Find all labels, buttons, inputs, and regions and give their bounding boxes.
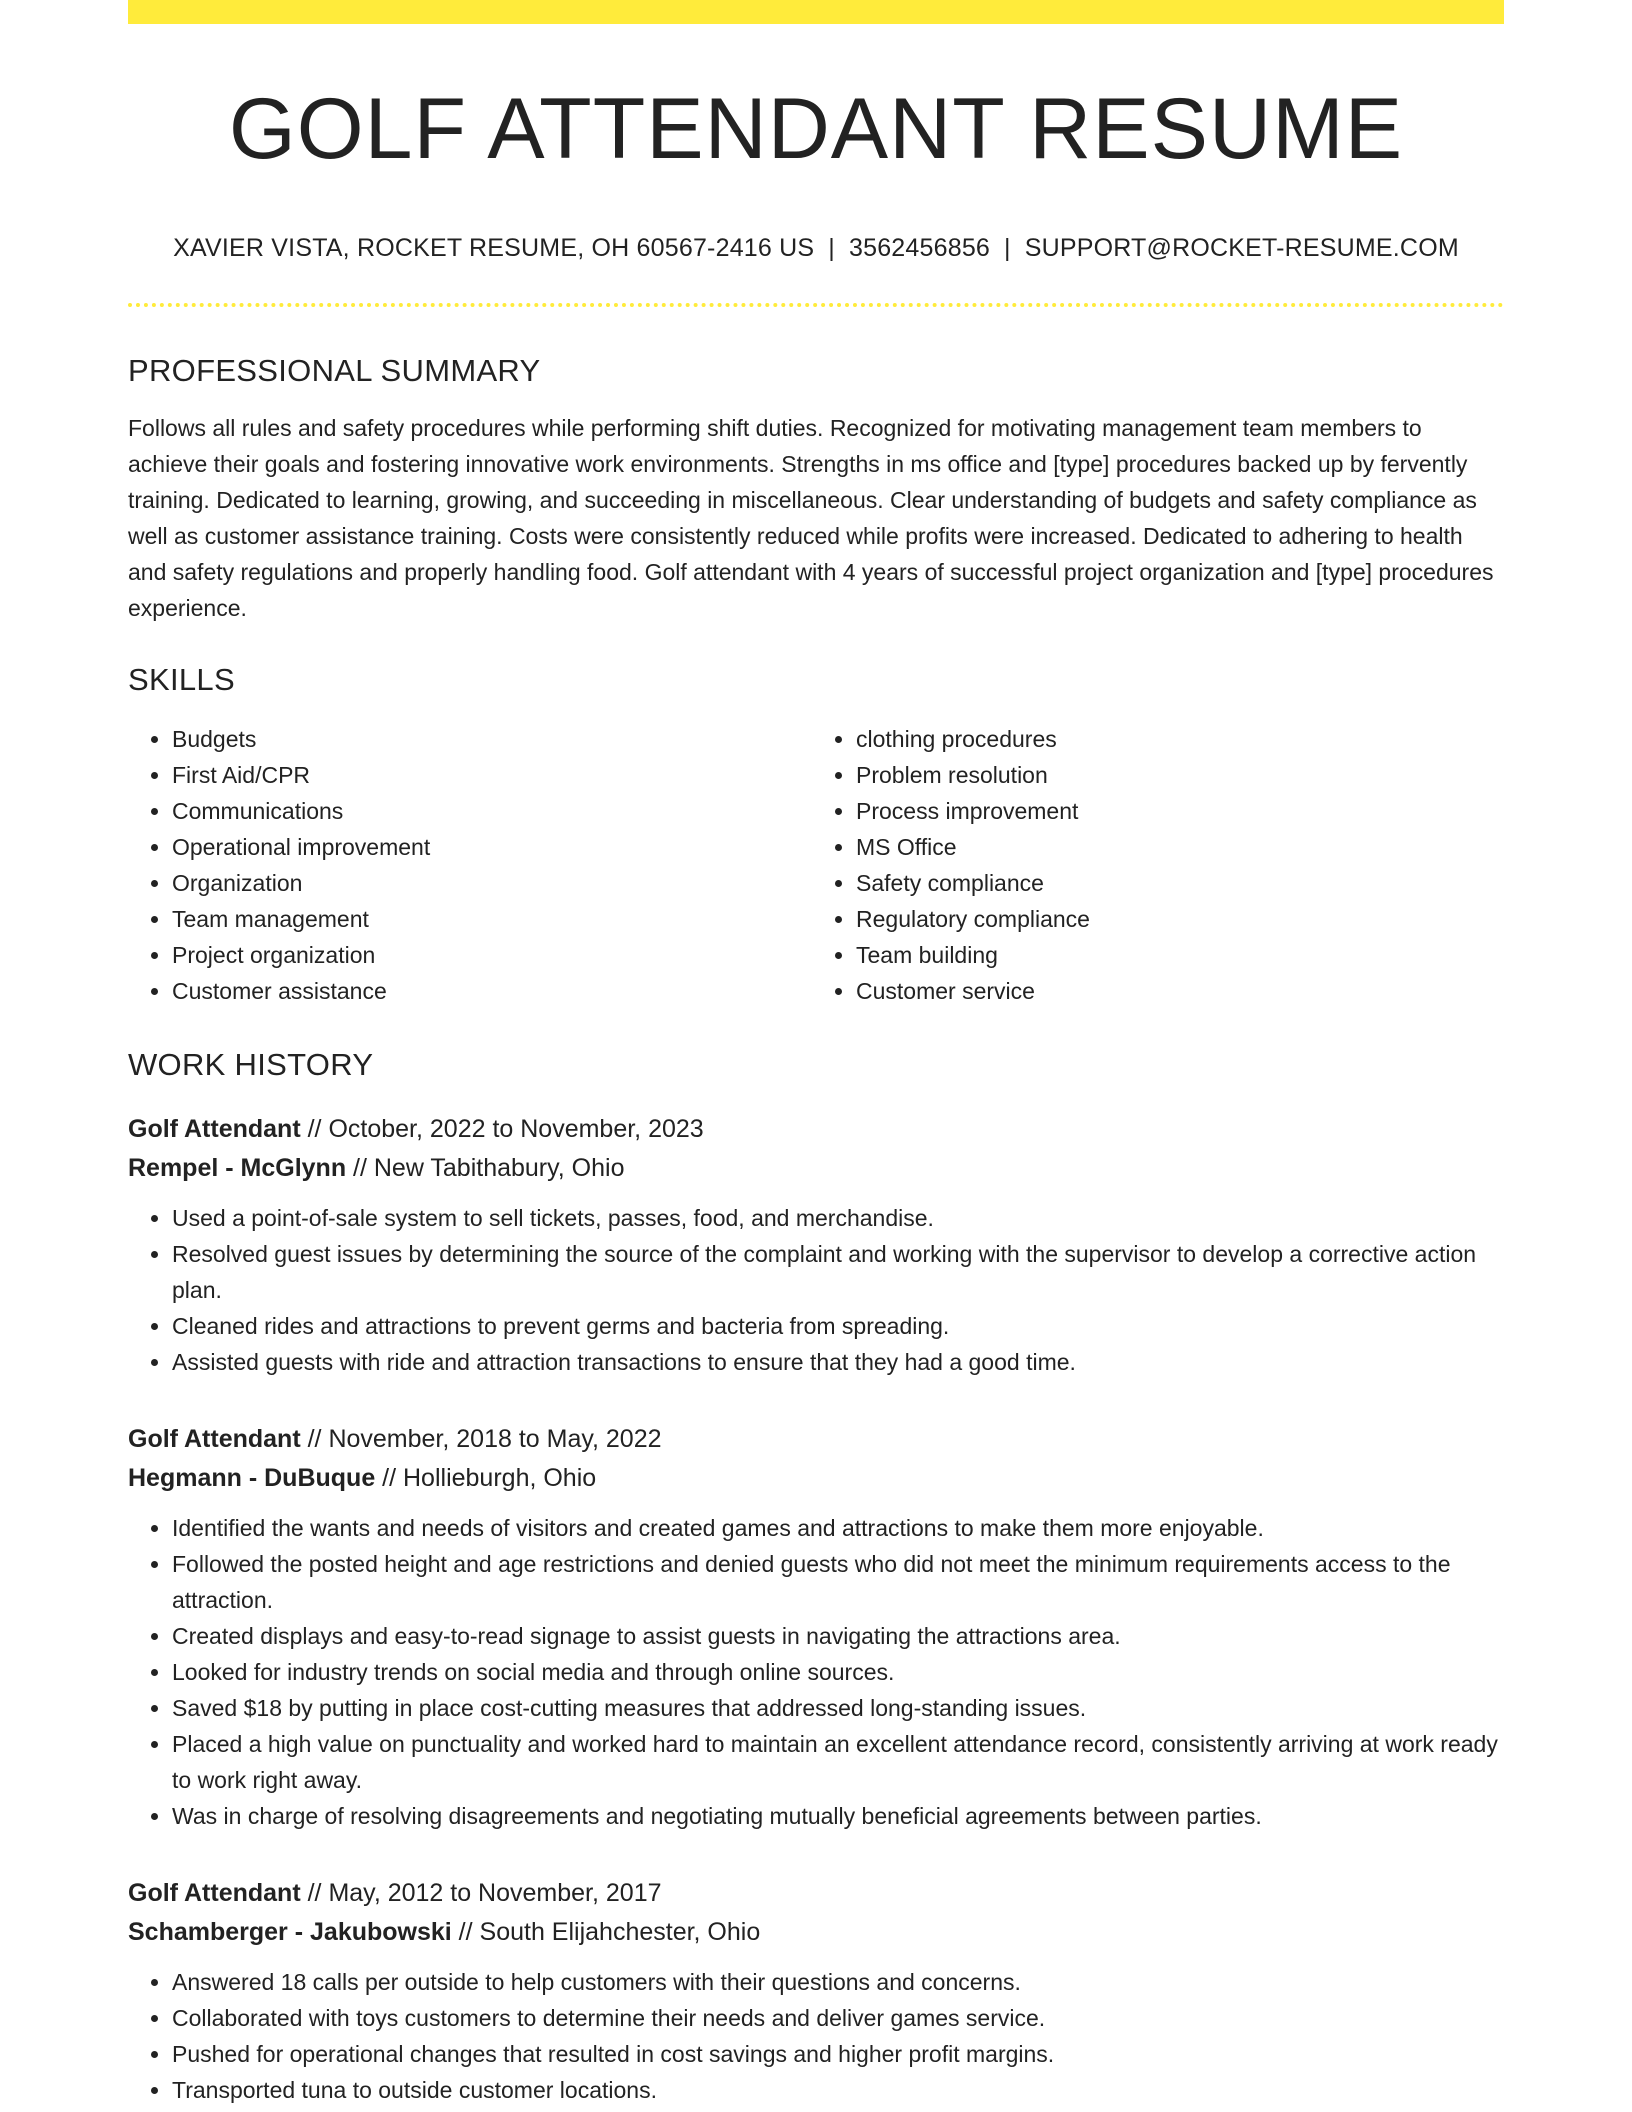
resume-page	[128, 0, 1504, 2108]
job-title: Golf Attendant	[128, 1425, 301, 1453]
skills-column-right	[806, 721, 1490, 1009]
job-duties	[128, 1964, 1504, 2108]
dotted-divider	[128, 303, 1504, 307]
skill-item: • Safety compliance	[856, 865, 1490, 901]
job-duty: • Followed the posted height and age restrictions and denied guests who did not meet the minimum requirements access to the attraction.	[172, 1546, 1504, 1618]
contact-email: SUPPORT@ROCKET-RESUME.COM	[1024, 234, 1459, 262]
job-duty: • Looked for industry trends on social media and through online sources.	[172, 1654, 1504, 1690]
job-dates: // October, 2022 to November, 2023	[300, 1115, 704, 1143]
resume-title: GOLF ATTENDANT RESUME	[228, 81, 1404, 177]
skill-item: • Customer service	[856, 973, 1490, 1009]
job-duty: • Cleaned rides and attractions to prevent germs and bacteria from spreading.	[172, 1308, 1504, 1344]
job-duty: • Transported tuna to outside customer locations.	[172, 2072, 1504, 2108]
job-duty: • Created displays and easy-to-read signage to assist guests in navigating the attractions area.	[172, 1618, 1504, 1654]
skill-item: • MS Office	[856, 829, 1490, 865]
skill-item: • Team management	[172, 901, 806, 937]
job-company-line	[128, 1149, 1504, 1188]
skill-item: • Budgets	[172, 721, 806, 757]
job-dates: // November, 2018 to May, 2022	[300, 1425, 662, 1453]
skill-item: • Customer assistance	[172, 973, 806, 1009]
job-entry	[128, 1110, 1504, 1380]
job-entry	[128, 1874, 1504, 2108]
skill-item: • First Aid/CPR	[172, 757, 806, 793]
job-location: // South Elijahchester, Ohio	[451, 1918, 761, 1946]
job-duties	[128, 1510, 1504, 1834]
job-duty: • Placed a high value on punctuality and worked hard to maintain an excellent attendance record, consistently arriving at work ready to work right away.	[172, 1726, 1504, 1798]
job-company: Hegmann - DuBuque	[128, 1464, 376, 1492]
job-location: // Hollieburgh, Ohio	[375, 1464, 597, 1492]
contact-address: XAVIER VISTA, ROCKET RESUME, OH 60567-2416 US	[173, 234, 815, 262]
skills-list	[128, 721, 1504, 1009]
job-duty: • Resolved guest issues by determining the source of the complaint and working with the supervisor to develop a corrective action plan.	[172, 1236, 1504, 1308]
contact-line	[128, 236, 1504, 261]
job-duty: • Collaborated with toys customers to determine their needs and deliver games service.	[172, 2000, 1504, 2036]
job-title-line	[128, 1110, 1504, 1149]
skill-item: • Organization	[172, 865, 806, 901]
job-location: // New Tabithabury, Ohio	[346, 1154, 625, 1182]
skill-item: • Communications	[172, 793, 806, 829]
skill-item: • clothing procedures	[856, 721, 1490, 757]
skill-item: • Problem resolution	[856, 757, 1490, 793]
work-history-heading: WORK HISTORY	[128, 1047, 374, 1082]
job-duty: • Answered 18 calls per outside to help customers with their questions and concerns.	[172, 1964, 1504, 2000]
skill-item: • Regulatory compliance	[856, 901, 1490, 937]
skill-item: • Process improvement	[856, 793, 1490, 829]
contact-separator: |	[828, 234, 835, 262]
job-company: Rempel - McGlynn	[128, 1154, 347, 1182]
skill-item: • Operational improvement	[172, 829, 806, 865]
skill-item: • Team building	[856, 937, 1490, 973]
job-duty: • Identified the wants and needs of visitors and created games and attractions to make them more enjoyable.	[172, 1510, 1504, 1546]
top-accent-bar	[128, 0, 1504, 24]
job-duty: • Was in charge of resolving disagreements and negotiating mutually beneficial agreements between parties.	[172, 1798, 1504, 1834]
job-entry	[128, 1420, 1504, 1834]
job-title-line	[128, 1874, 1504, 1913]
summary-heading: PROFESSIONAL SUMMARY	[128, 353, 541, 388]
job-company-line	[128, 1459, 1504, 1498]
job-title: Golf Attendant	[128, 1879, 301, 1907]
job-title-line	[128, 1420, 1504, 1459]
job-duty: • Saved $18 by putting in place cost-cutting measures that addressed long-standing issues.	[172, 1690, 1504, 1726]
job-company-line	[128, 1913, 1504, 1952]
skills-column-left	[128, 721, 806, 1009]
job-duties	[128, 1200, 1504, 1380]
contact-phone: 3562456856	[848, 234, 991, 262]
contact-separator: |	[1004, 234, 1011, 262]
summary-text: Follows all rules and safety procedures while performing shift duties. Recognized for motivating management team members to achieve their goals and fostering innovative work environments. Strengths in ms office and [type] procedures backed up by fervently training. Dedicated to learning, growing, and succeeding in miscellaneous. Clear understanding of budgets and safety compliance as well as customer assistance training. Costs were consistently reduced while profits were increased. Dedicated to adhering to health and safety regulations and properly handling food. Golf attendant with 4 years of successful project organization and [type] procedures experience.	[128, 415, 1494, 621]
skill-item: • Project organization	[172, 937, 806, 973]
job-company: Schamberger - Jakubowski	[128, 1918, 452, 1946]
job-duty: • Pushed for operational changes that resulted in cost savings and higher profit margins.	[172, 2036, 1504, 2072]
skills-heading: SKILLS	[128, 662, 235, 697]
job-title: Golf Attendant	[128, 1115, 301, 1143]
job-dates: // May, 2012 to November, 2017	[300, 1879, 662, 1907]
job-duty: • Assisted guests with ride and attraction transactions to ensure that they had a good time.	[172, 1344, 1504, 1380]
job-duty: • Used a point-of-sale system to sell tickets, passes, food, and merchandise.	[172, 1200, 1504, 1236]
